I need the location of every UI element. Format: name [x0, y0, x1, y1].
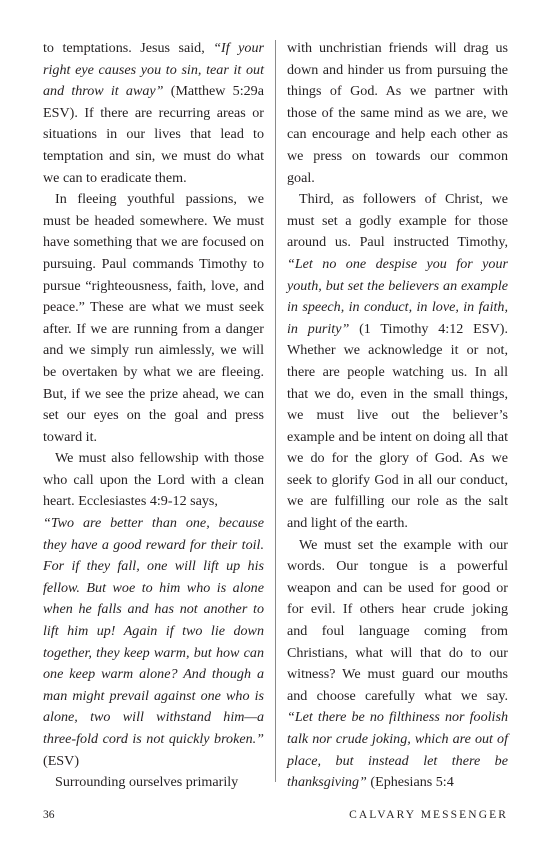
text-run: We must set the example with our words. Our tongue is a powerful weapon and can be used for good or for evil. If others hear crude joking and foul language coming from Christians, what will that do to our witness? We must guard our mouths and choose carefully what we say. [287, 536, 508, 704]
running-head: CALVARY MESSENGER [349, 809, 508, 821]
text-run: to temptations. Jesus said, [43, 40, 214, 56]
quote-reference: (ESV) [43, 752, 80, 769]
left-paragraph-2: In fleeing youthful passions, we must be headed somewhere. We must have something that we are focused on pursuing. Paul commands Timothy to pursue “righteousness, faith, love, and peace.” These are what we must seek after. If we are running from a danger and we simply run aimlessly, we will be overtaken by what we are fleeing. But, if we see the prize ahead, we can set our eyes on the goal and press toward it. [43, 191, 264, 445]
page-number: 36 [43, 809, 55, 821]
text-run: (Matthew 5:29a ESV). If there are recurring areas or situations in our lives that lead to temptation and sin, we must do what we can to eradicate them. [43, 83, 264, 186]
left-paragraph-3: We must also fellowship with those who call upon the Lord with a clean heart. Ecclesiastes 4:9-12 says, [43, 450, 264, 510]
left-column [43, 38, 264, 794]
right-paragraph-1: with unchristian friends will drag us down and hinder us from pursuing the things of God. As we partner with those of the same mind as we are, we can encourage and help each other as we press on towards our common goal. [287, 40, 508, 186]
left-paragraph-1 [43, 38, 264, 189]
text-run: (Ephesians 5:4 [366, 774, 454, 791]
scripture-quote: “If your right eye causes you to sin, tear it out and throw it away” [43, 40, 264, 100]
text-run: Third, as followers of Christ, we must set a godly example for those around us. Paul instructed Timothy, [287, 191, 508, 251]
scripture-quote: “Two are better than one, because they have a good reward for their toil. For if they fall, one will lift up his fellow. But woe to him who is alone when he falls and has not another to lift him up! Again if two lie down together, they keep warm, but how can one keep warm alone? And though a man might prevail against one who is alone, two will withstand him—a three-fold cord is not quickly broken.” [43, 515, 264, 747]
scripture-quote: “Let no one despise you for your youth, but set the believers an example in speech, in conduct, in love, in faith, in purity” [287, 255, 508, 337]
scripture-quote: “Let there be no filthiness nor foolish talk nor crude joking, which are out of place, but instead let there be thanksgiving” [287, 709, 508, 791]
right-column [287, 38, 508, 794]
left-paragraph-5: Surrounding ourselves primarily [55, 774, 239, 791]
block-quote [43, 513, 264, 772]
page-footer [43, 806, 508, 824]
right-paragraph-3 [287, 535, 508, 794]
column-divider [275, 40, 276, 782]
text-run: (1 Timothy 4:12 ESV). Whether we acknowledge it or not, there are people watching us. In all that we do, even in the small things, we must live out the believer’s example and be intent on doing all that we do for the glory of God. As we seek to glorify God in all our conduct, we are fulfilling our role as the salt and light of the earth. [287, 320, 508, 532]
right-paragraph-2 [287, 189, 508, 535]
